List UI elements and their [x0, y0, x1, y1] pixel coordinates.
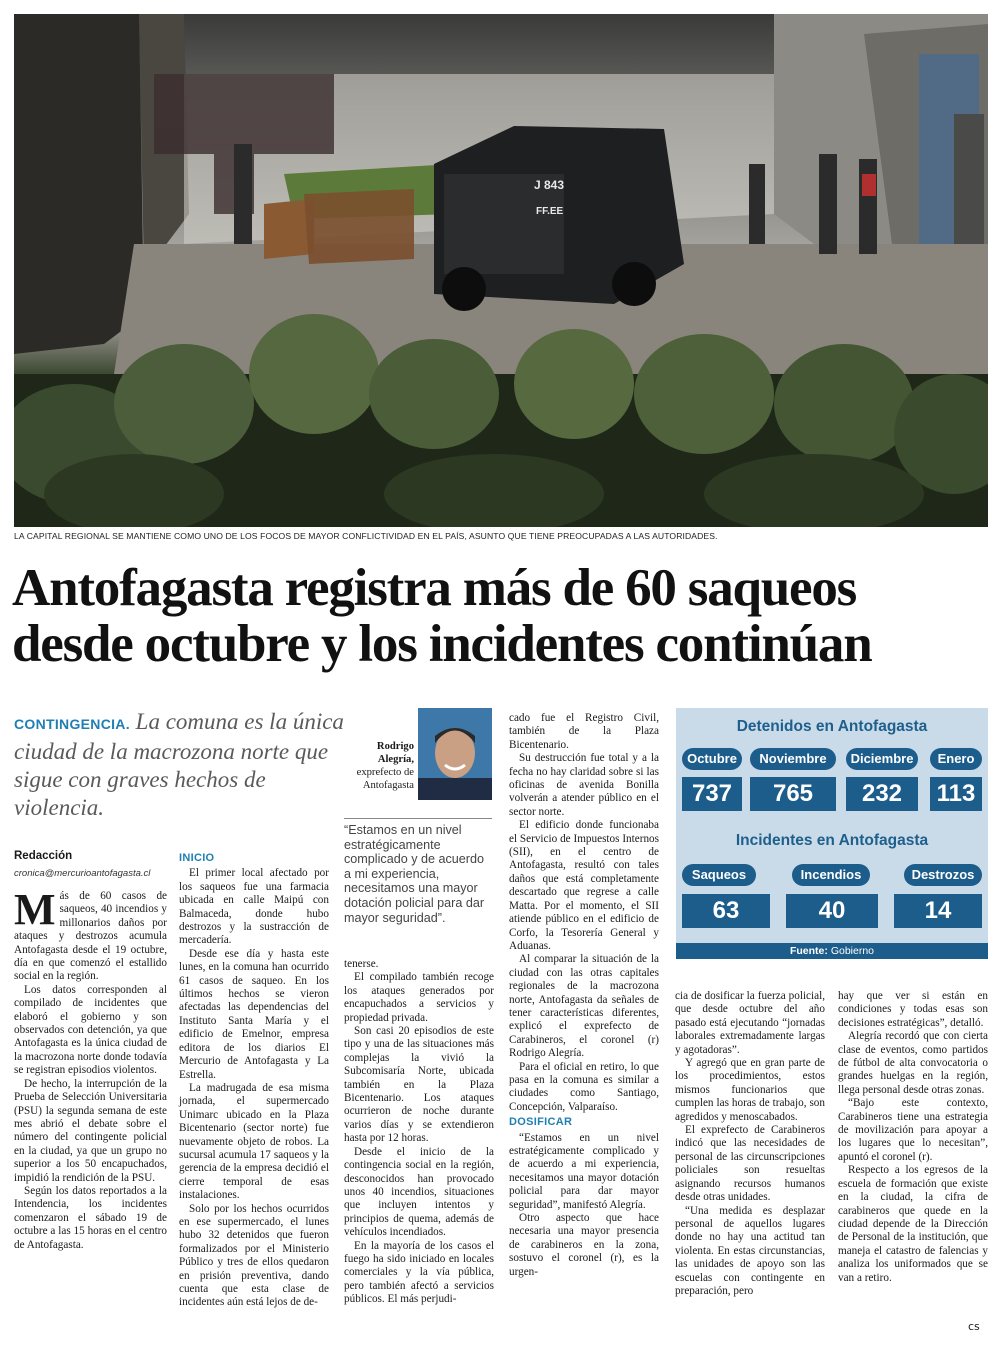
infobox-source	[676, 943, 988, 959]
detenidos-value: 765	[750, 777, 836, 811]
paragraph: Según los datos reportados a la Intendencia, los incidentes comenzaron el sábado 19 de octubre a las 15 horas en el centro de Antofagasta.	[14, 1184, 167, 1251]
paragraph: Para el oficial en retiro, lo que pasa en la comuna es similar a ciudades como Santiago, Concepción, Valparaíso.	[509, 1060, 659, 1113]
paragraph: Son casi 20 episodios de este tipo y una de las situaciones más complejas la vivió la Subcomisaría Norte, ubicada también en la Plaza Bicentenario. Los ataques ocurrieron de noche durante varios días y se extendieron hasta por 12 horas.	[344, 1025, 494, 1145]
subhead-inicio: INICIO	[179, 852, 215, 864]
infobox-title-detenidos: Detenidos en Antofagasta	[736, 718, 928, 735]
paragraph: Solo por los hechos ocurridos en ese supermercado, el lunes hubo 32 detenidos que fueron formalizados por el Ministerio Público y tres de ellos quedaron en prisión preventiva, dando cuenta que esta clase de incidentes aún está lejos de de-	[179, 1202, 329, 1309]
body-column-3	[344, 958, 494, 1307]
paragraph: El edificio donde funcionaba el Servicio de Impuestos Internos (SII), en el centro de Antofagasta, resultó con tales daños que está completamente descartado que regrese a calle Matta. Por el momento, el SII atiende público en el edificio de Corfo, la Tesorería General y Aduanas.	[509, 819, 659, 952]
statistics-infobox	[676, 708, 988, 959]
source-role: exprefecto de Antofagasta	[356, 767, 414, 791]
incidentes-value: 14	[894, 894, 982, 928]
paragraph: El compilado también recoge los ataques generados por encapuchados a servicios y propiedad privada.	[344, 971, 494, 1024]
paragraph: tenerse.	[344, 958, 379, 970]
paragraph: “Estamos en un nivel estratégicamente complicado y de acuerdo a mi experiencia, necesitamos una mayor dotación policial para dar mayor seguridad”, manifestó Alegría.	[509, 1131, 659, 1211]
paragraph: Desde el inicio de la contingencia social en la región, desconocidos han provocado unos 40 incendios, situaciones que incluyen intentos y principios de quema, además de vehículos incendiados.	[344, 1145, 494, 1239]
paragraph: Y agregó que en gran parte de los procedimientos, estos mismos funcionarios que cumplen las horas de trabajo, son agredidos y menoscabados.	[675, 1057, 825, 1123]
paragraph: El primer local afectado por los saqueos fue una farmacia ubicada en calle Maipú con Balmaceda, donde hubo destrozos y la sustracción de mercadería.	[179, 867, 329, 947]
detenidos-value: 232	[846, 777, 918, 811]
source-person	[350, 740, 414, 792]
paragraph: Más de 60 casos de saqueos, 40 incendios y millonarios daños por ataques y destrozos acumula Antofagasta desde el 19 octubre, día en que comenzó el estallido social en la región.	[14, 885, 167, 983]
incident-type-label: Saqueos	[682, 864, 756, 886]
paragraph: Desde ese día y hasta este lunes, en la comuna han ocurrido 61 casos de saqueo. En los últimos hechos se vieron afectadas las dependencias del Instituto Santa María y el edificio de Emelnor, empresa editora de los diarios El Mercurio de Antofagasta y La Estrella.	[179, 947, 329, 1081]
portrait-photo	[418, 708, 492, 800]
lead-photo	[14, 14, 988, 527]
armored-vehicle	[434, 126, 684, 311]
paragraph: Su destrucción fue total y a la fecha no hay claridad sobre si las oficinas de avenida Bonilla volverán a atender público en el sector norte.	[509, 752, 659, 818]
source-name: Rodrigo Alegría,	[376, 741, 414, 765]
incidentes-value: 63	[682, 894, 770, 928]
paragraph: Respecto a los egresos de la escuela de formación que existe en la ciudad, la cifra de carabineros que quede en la ciudad depende de la Dirección de Personal de la institución, que maneja el catastro de falencias y analiza los uniformados que se van a retiro.	[838, 1164, 988, 1284]
paragraph: El exprefecto de Carabineros indicó que las necesidades de personal de las circunscripciones policiales son resueltas asignando recursos humanos desde otras unidades.	[675, 1124, 825, 1204]
riot-scene-illustration	[14, 14, 988, 527]
paragraph: hay que ver si están en condiciones y todas esas son decisiones estratégicas”, detalló.	[838, 990, 988, 1029]
month-label: Noviembre	[750, 748, 836, 770]
incident-type-label: Incendios	[792, 864, 870, 886]
body-column-4	[509, 712, 659, 1279]
headline	[12, 560, 992, 672]
source-value: Gobierno	[830, 945, 875, 957]
photo-caption: LA CAPITAL REGIONAL SE MANTIENE COMO UNO DE LOS FOCOS DE MAYOR CONFLICTIVIDAD EN EL PAÍS, ASUNTO QUE TIENE PREOCUPADAS A LAS AUTORIDADES.	[14, 531, 718, 541]
body-column-5	[675, 990, 825, 1298]
dropcap: M	[14, 885, 56, 934]
infobox-title-incidentes: Incidentes en Antofagasta	[735, 832, 929, 849]
deck	[14, 708, 344, 822]
paragraph: Los datos corresponden al compilado de incidentes que elaboró el gobierno y son observados con detención, ya que Antofagasta es la única ciudad de la macrozona norte donde todavía se registran episodios violentos.	[14, 983, 167, 1077]
month-label: Diciembre	[846, 748, 918, 770]
detenidos-value: 113	[930, 777, 982, 811]
paragraph: “Una medida es desplazar personal de aquellos lugares donde no hay una actitud tan violenta. En estas circunstancias, las unidades de apoyo son las escuelas con contingente en preparación, pero	[675, 1204, 825, 1297]
subhead-dosificar: DOSIFICAR	[509, 1116, 573, 1129]
incident-type-label: Destrozos	[904, 864, 982, 886]
month-label: Enero	[930, 748, 982, 770]
byline-email: cronica@mercurioantofagasta.cl	[14, 868, 151, 879]
paragraph: Al comparar la situación de la ciudad con las otras capitales regionales de la macrozona norte, Antofagasta da señales de tener características diferentes, explicó el exprefecto de Carabineros, el coronel (r) Rodrigo Alegría.	[509, 953, 659, 1060]
paragraph: cado fue el Registro Civil, también de la Plaza Bicentenario.	[509, 712, 659, 751]
paragraph: La madrugada de esa misma jornada, el supermercado Unimarc ubicado en la Plaza Bicentenario (sector norte) fue nuevamente objeto de robos. La sucursal acumula 17 saqueos y la gerencia de la empresa decidió el cierre temporal de esas instalaciones.	[179, 1081, 329, 1202]
detenidos-value: 737	[682, 777, 742, 811]
headline-line-2: desde octubre y los incidentes continúan	[12, 615, 872, 673]
body-column-6	[838, 990, 988, 1285]
paragraph: cia de dosificar la fuerza policial, que desde octubre del año pasado está ejecutando “jornadas laborales extremadamente largas y agotadoras”.	[675, 990, 825, 1056]
paragraph: “Bajo este contexto, Carabineros tiene una estrategia de movilización para apoyar a los lugares que lo necesitan”, apuntó el coronel (r).	[838, 1097, 988, 1163]
paragraph: Alegría recordó que con cierta clase de eventos, como partidos de fútbol de alta convocatoria o grandes huelgas en la región, llega personal desde otras zonas.	[838, 1030, 988, 1096]
month-label: Octubre	[682, 748, 742, 770]
end-mark: cs	[968, 1320, 980, 1333]
body-column-1	[14, 885, 167, 1252]
body-column-2	[179, 850, 329, 1310]
paragraph: De hecho, la interrupción de la Prueba de Selección Universitaria (PSU) la segunda semana de este mes abrió el debate sobre el número del contingente policial en la ciudad, ya que un grupo no superior a los 50 encapuchados, impidió la rendición de la PSU.	[14, 1077, 167, 1184]
kicker-label: CONTINGENCIA.	[14, 716, 130, 732]
headline-line-1: Antofagasta registra más de 60 saqueos	[12, 559, 857, 617]
vehicle-plate: J 843	[534, 178, 565, 192]
deck-text: La comuna es la única ciudad de la macrozona norte que sigue con graves hechos de violencia.	[14, 709, 344, 820]
vehicle-label: FF.EE	[536, 206, 564, 217]
paragraph: En la mayoría de los casos el fuego ha sido iniciado en locales comerciales y la vía pública, pero también afectó a servicios públicos. El más perjudi-	[344, 1239, 494, 1306]
incidentes-value: 40	[786, 894, 878, 928]
byline-author: Redacción	[14, 850, 73, 862]
source-label: Fuente:	[789, 945, 828, 957]
paragraph: Otro aspecto que hace necesaria una mayor presencia de carabineros en la zona, sostuvo el coronel (r), es la urgen-	[509, 1212, 659, 1278]
pull-quote: “Estamos en un nivel estratégicamente complicado y de acuerdo a mi experiencia, necesitamos una mayor dotación policial para dar mayor seguridad”.	[344, 818, 492, 925]
